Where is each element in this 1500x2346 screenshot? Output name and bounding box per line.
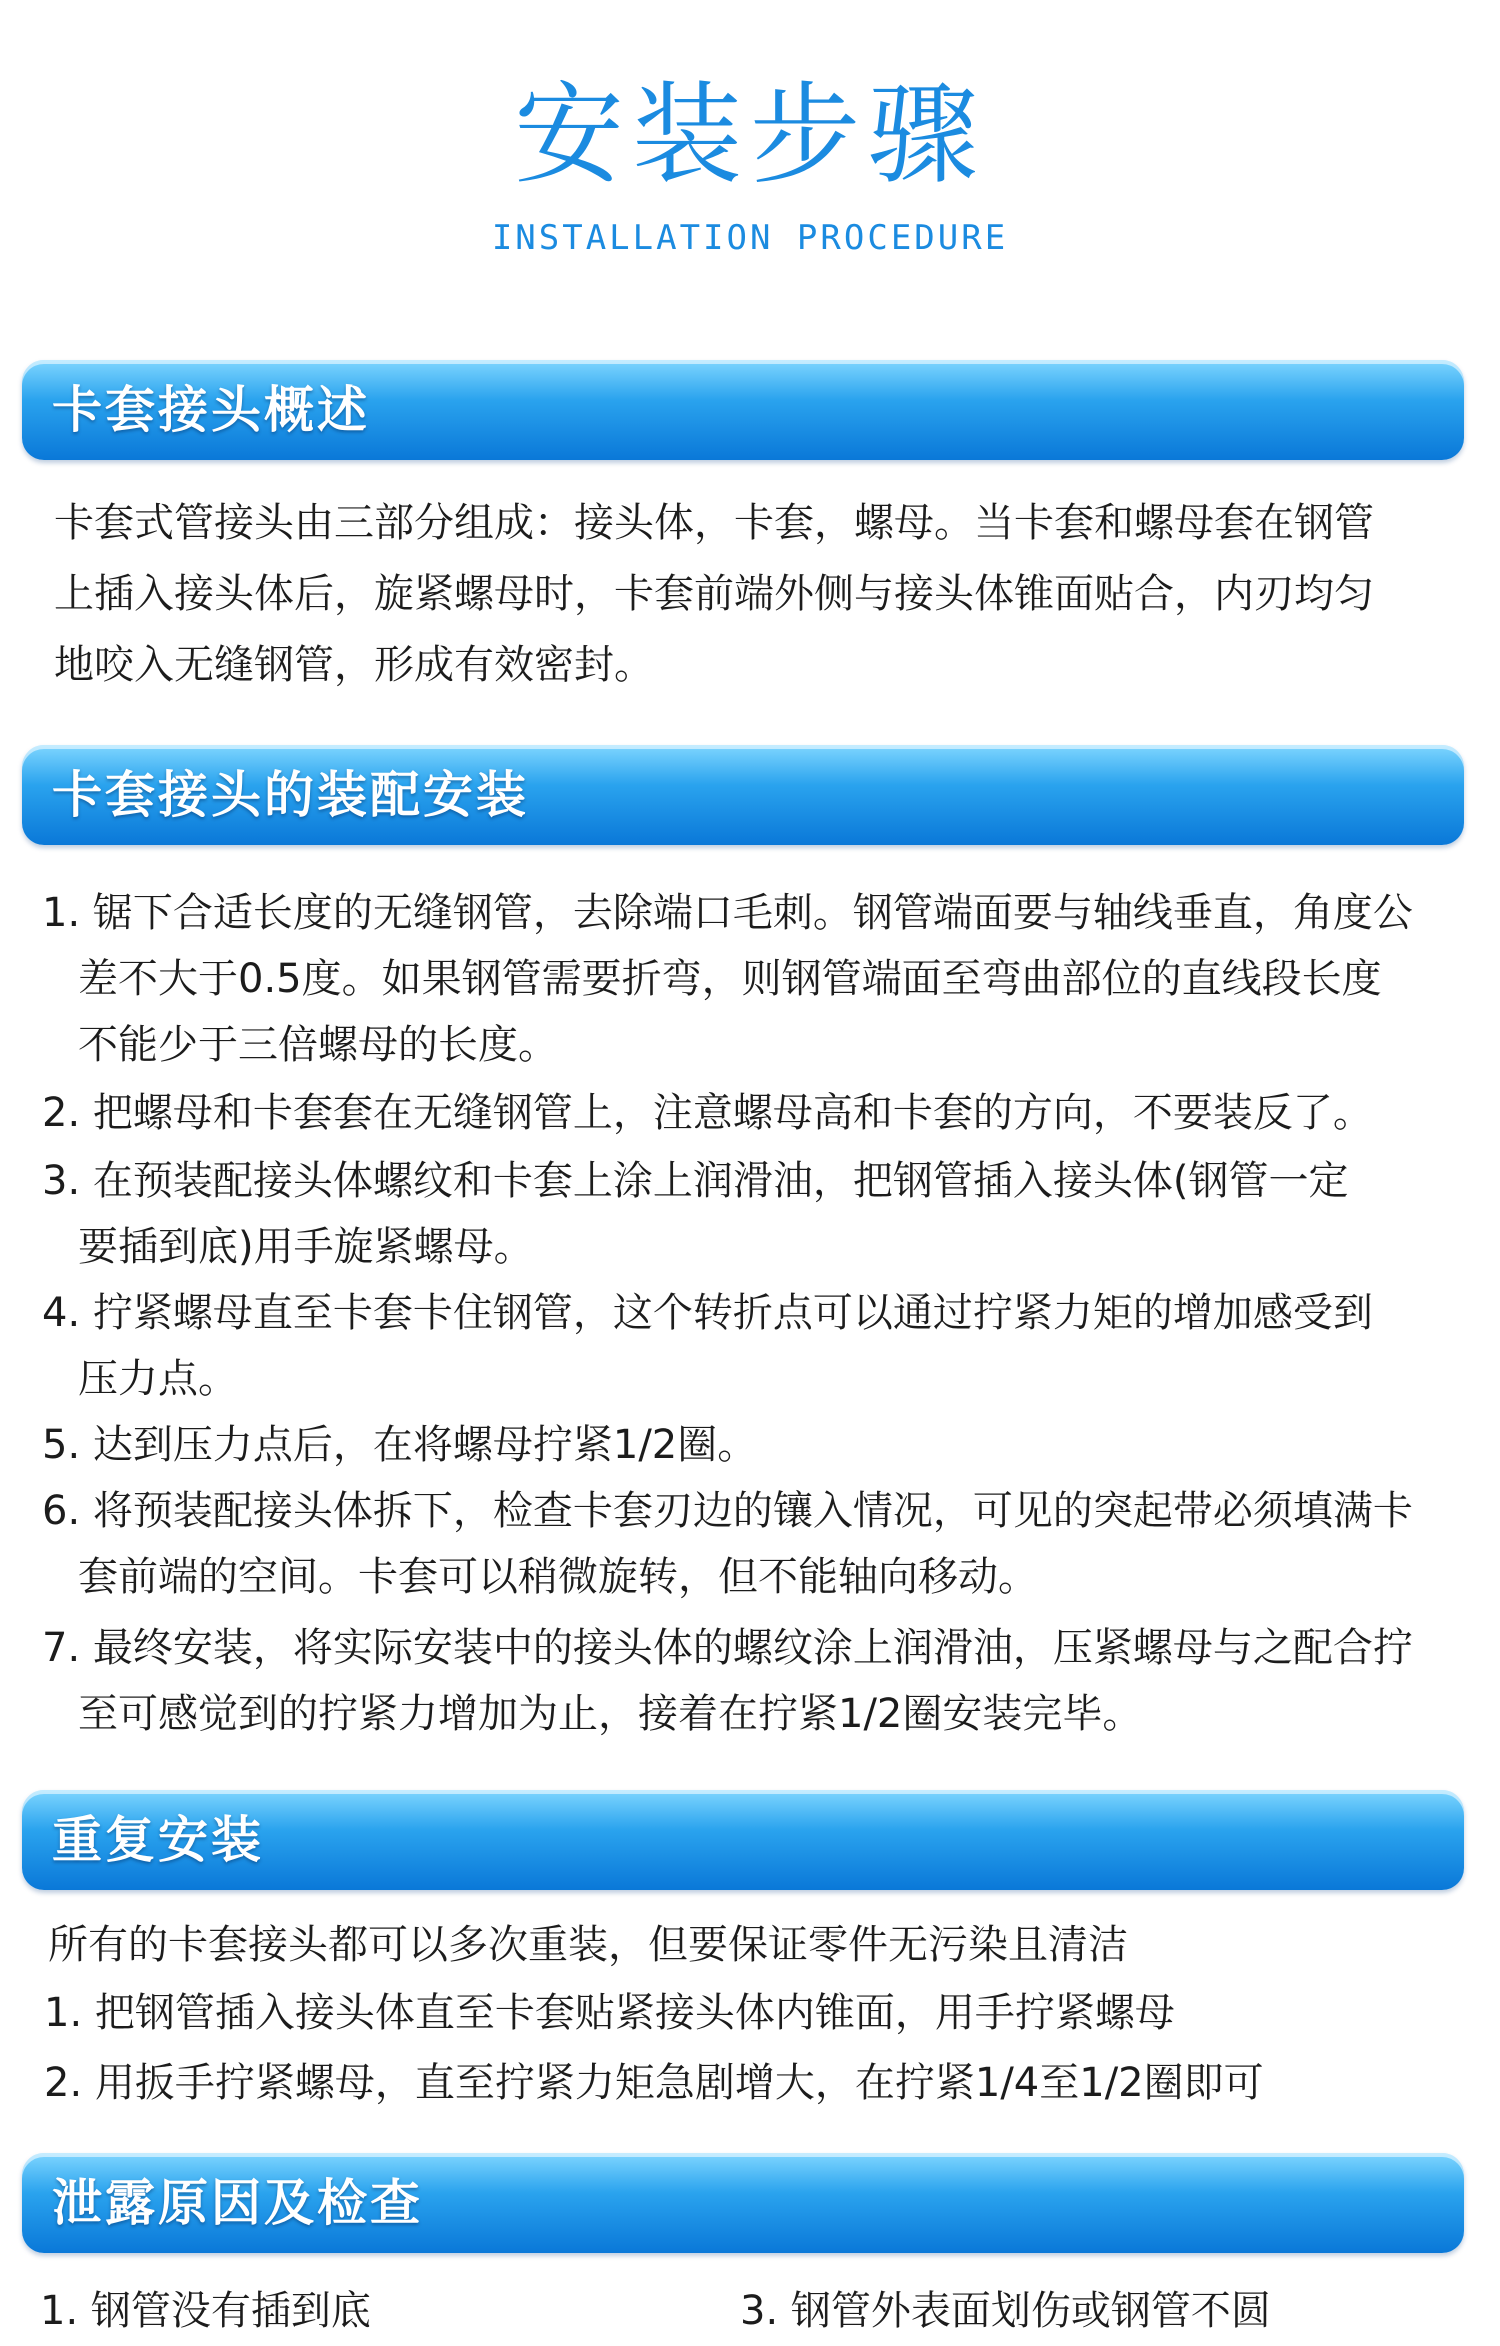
assembly-step-2: [42, 1080, 1482, 1146]
step-line: 2. 把螺母和卡套套在无缝钢管上，注意螺母高和卡套的方向，不要装反了。: [42, 1090, 1373, 1136]
step-line: 3. 在预装配接头体螺纹和卡套上涂上润滑油，把钢管插入接头体(钢管一定: [42, 1158, 1349, 1204]
assembly-step-6: [42, 1478, 1482, 1610]
reinstall-line: 2. 用扳手拧紧螺母，直至拧紧力矩急剧增大，在拧紧1/4至1/2圈即可: [44, 2060, 1264, 2106]
leak-item: 3. 钢管外表面划伤或钢管不圆: [740, 2288, 1271, 2334]
step-line: 至可感觉到的拧紧力增加为止，接着在拧紧1/2圈安装完毕。: [78, 1691, 1143, 1737]
section-header-assembly: [22, 745, 1464, 845]
leak-item: 1. 钢管没有插到底: [40, 2288, 371, 2334]
overview-line: 地咬入无缝钢管，形成有效密封。: [54, 642, 654, 688]
section-header-reinstall: [22, 1790, 1464, 1890]
step-line: 6. 将预装配接头体拆下，检查卡套刃边的镶入情况，可见的突起带必须填满卡: [42, 1488, 1413, 1534]
page-subtitle: INSTALLATION PROCEDURE: [491, 218, 1009, 258]
section-title: 卡套接头的装配安装: [52, 766, 529, 824]
reinstall-line: 所有的卡套接头都可以多次重装，但要保证零件无污染且清洁: [48, 1922, 1128, 1968]
page-title: 安装步骤: [514, 71, 986, 199]
reinstall-line: 1. 把钢管插入接头体直至卡套贴紧接头体内锥面，用手拧紧螺母: [44, 1990, 1175, 2036]
assembly-step-4: [42, 1280, 1482, 1412]
assembly-step-3: [42, 1148, 1482, 1280]
step-line: 7. 最终安装，将实际安装中的接头体的螺纹涂上润滑油，压紧螺母与之配合拧: [42, 1625, 1413, 1671]
assembly-step-5: [42, 1412, 1482, 1478]
step-line: 差不大于0.5度。如果钢管需要折弯，则钢管端面至弯曲部位的直线段长度: [78, 956, 1382, 1002]
section-title: 泄露原因及检查: [52, 2174, 423, 2232]
step-line: 要插到底)用手旋紧螺母。: [78, 1224, 534, 1270]
section-title: 重复安装: [52, 1811, 264, 1869]
overview-text: [54, 488, 1474, 701]
step-line: 套前端的空间。卡套可以稍微旋转，但不能轴向移动。: [78, 1554, 1038, 1600]
section-header-leak: [22, 2153, 1464, 2253]
step-line: 4. 拧紧螺母直至卡套卡住钢管，这个转折点可以通过拧紧力矩的增加感受到: [42, 1290, 1373, 1336]
overview-line: 上插入接头体后，旋紧螺母时，卡套前端外侧与接头体锥面贴合，内刃均匀: [54, 571, 1374, 617]
step-line: 5. 达到压力点后，在将螺母拧紧1/2圈。: [42, 1422, 758, 1468]
section-header-overview: [22, 360, 1464, 460]
step-line: 1. 锯下合适长度的无缝钢管，去除端口毛刺。钢管端面要与轴线垂直，角度公: [42, 890, 1413, 936]
step-line: 压力点。: [78, 1356, 238, 1402]
step-line: 不能少于三倍螺母的长度。: [78, 1022, 558, 1068]
assembly-step-7: [42, 1615, 1482, 1747]
overview-line: 卡套式管接头由三部分组成：接头体，卡套，螺母。当卡套和螺母套在钢管: [54, 500, 1374, 546]
section-title: 卡套接头概述: [52, 381, 370, 439]
assembly-step-1: [42, 880, 1482, 1078]
